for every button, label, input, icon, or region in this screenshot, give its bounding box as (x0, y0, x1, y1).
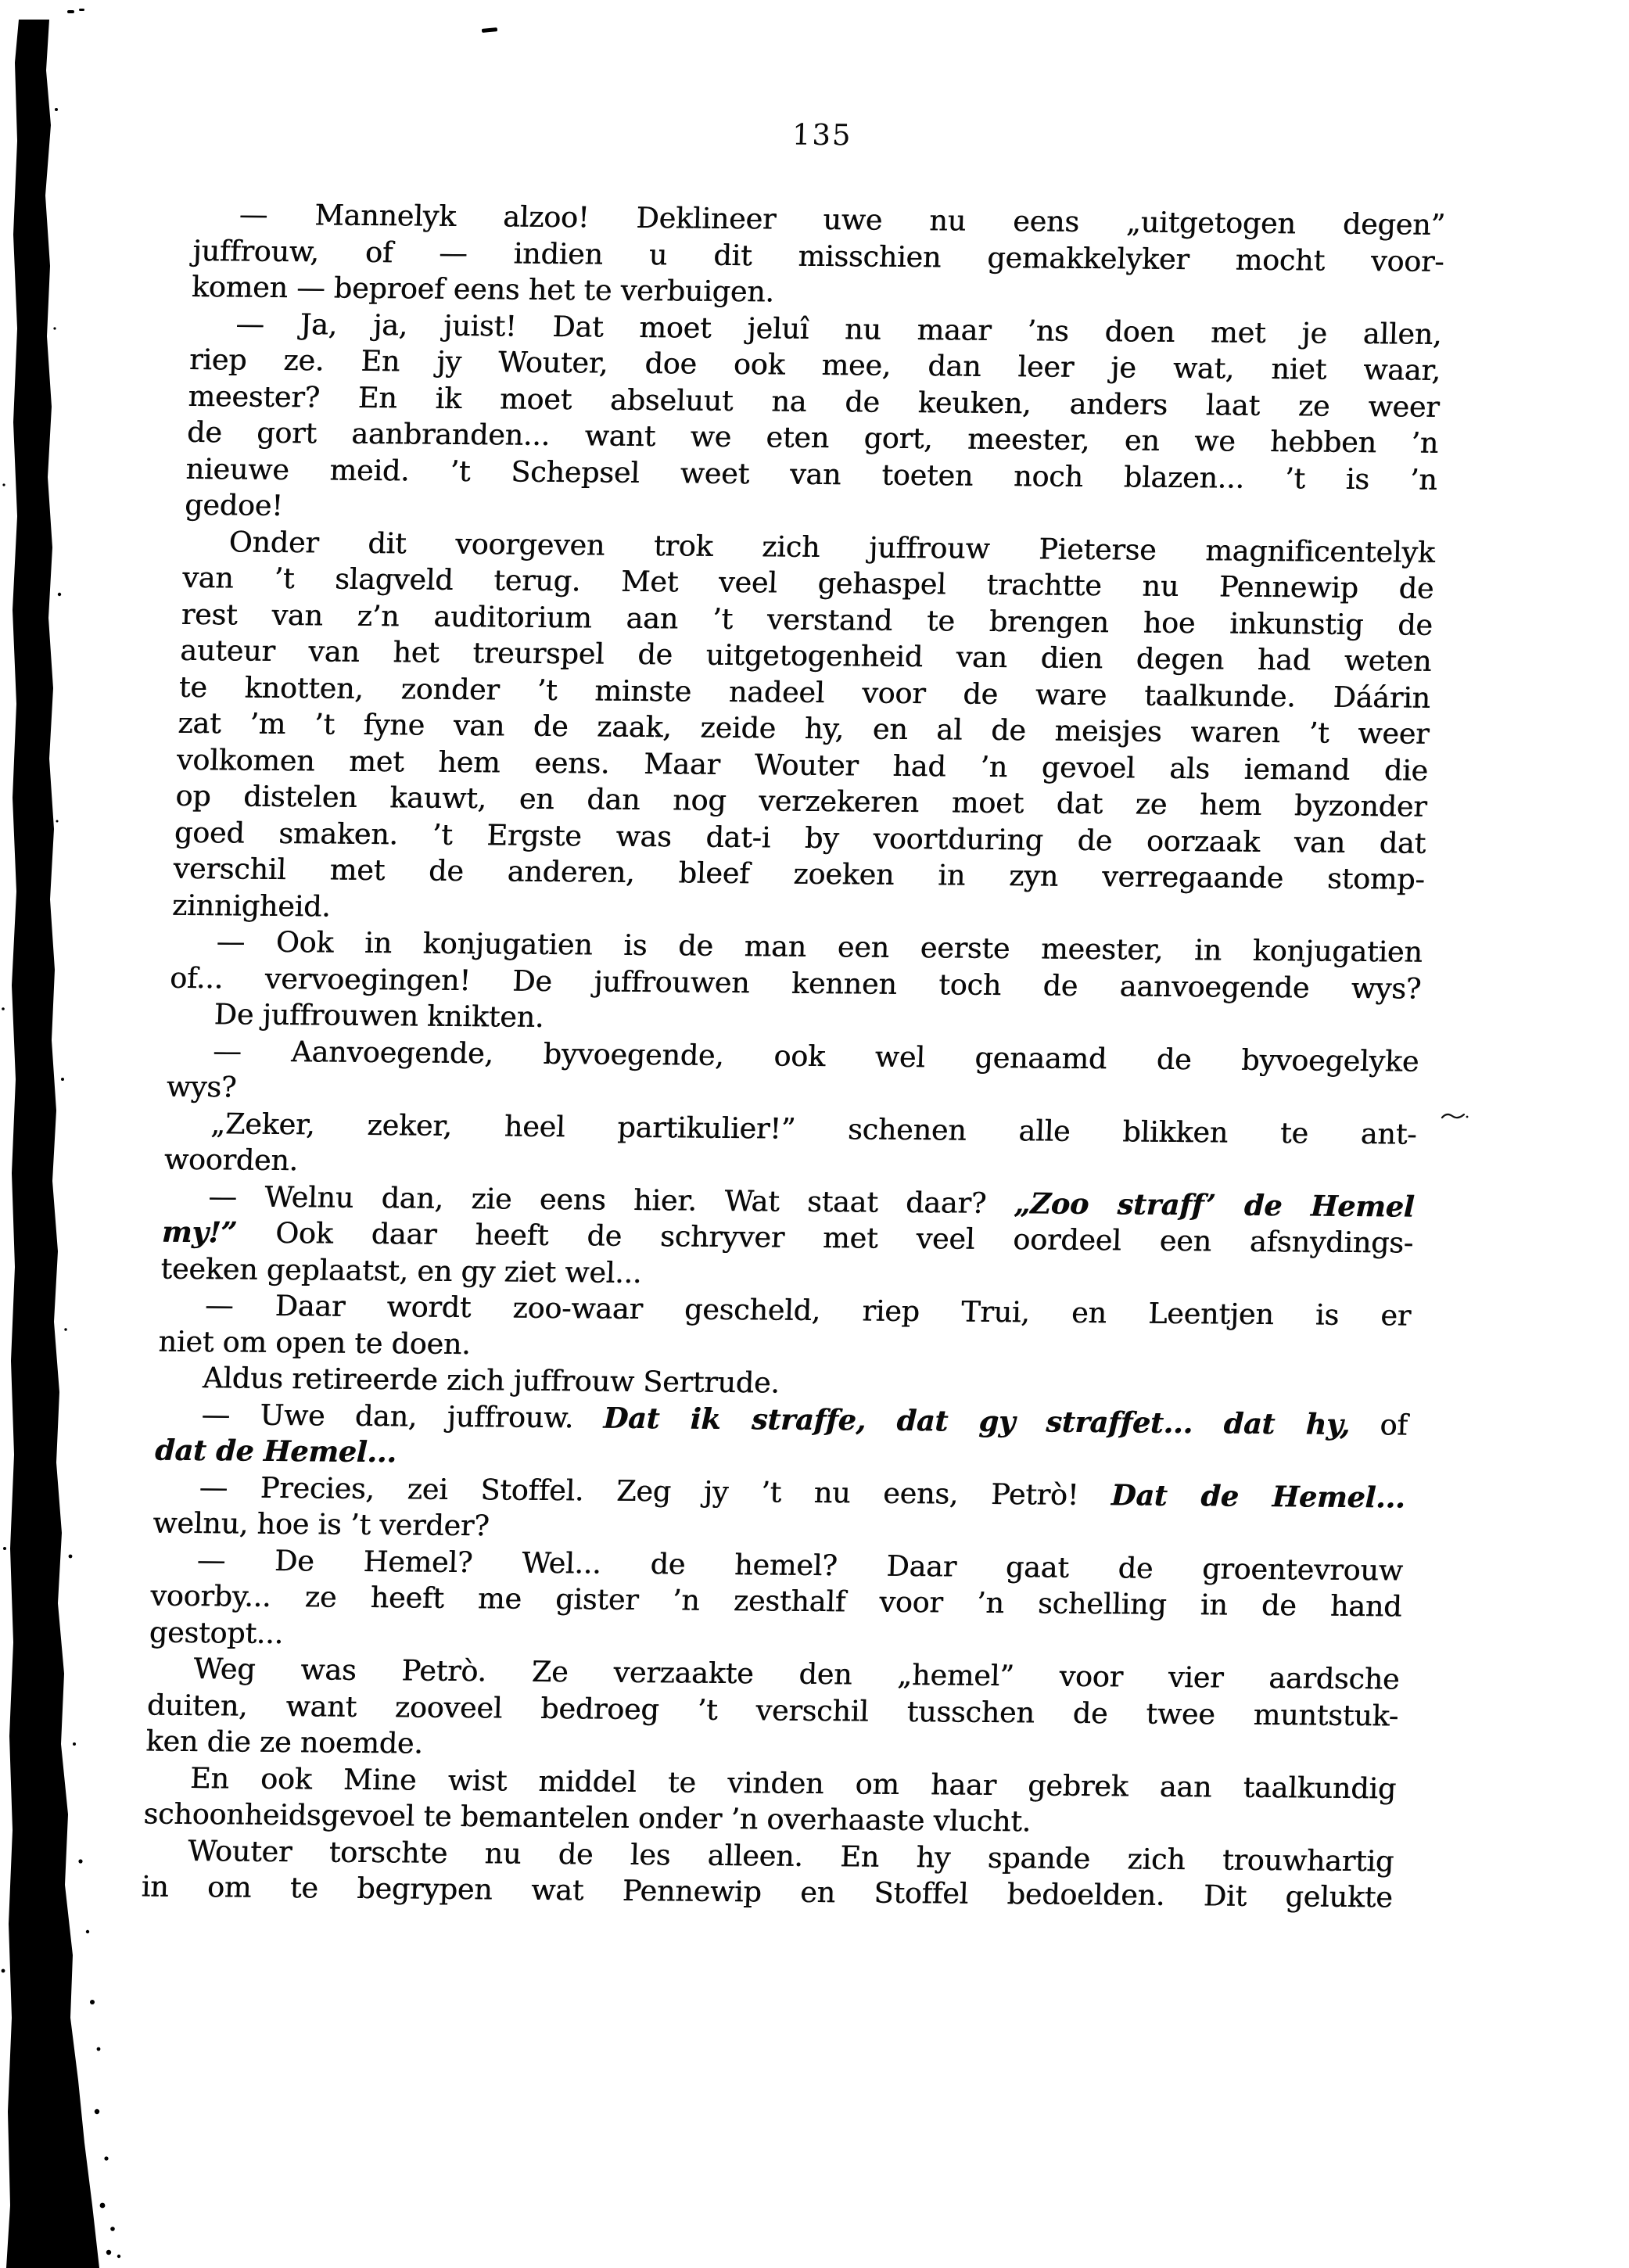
text-run: — De Hemel? Wel... de hemel? Daar gaat de groentevrouw (196, 1542, 1404, 1588)
emphasis-text: „Zoo straff’ de Hemel (1013, 1186, 1416, 1224)
text-run: woorden. (163, 1142, 299, 1178)
text-run: voorby... ze heeft me gister ’n zesthalf voor ’n schelling in de hand (149, 1578, 1403, 1624)
text-run: „Zeker, zeker, heel partikulier!” schenen alle blikken te ant- (210, 1106, 1418, 1151)
text-run: volkomen met hem eens. Maar Wouter had ’n gevoel als iemand die (176, 742, 1429, 788)
ink-speck (79, 9, 84, 11)
text-run: rest van z’n auditorium aan ’t verstand te brengen hoe inkunstig de (181, 597, 1433, 642)
emphasis-text: Dat de Hemel... (1111, 1477, 1406, 1515)
text-run: de gort aanbranden... want we eten gort, meester, en we hebben ’n (186, 414, 1439, 460)
text-run: duiten, want zooveel bedroeg ’t verschil tusschen de twee muntstuk- (146, 1688, 1399, 1732)
text-run: — Mannelyk alzoo! Deklineer uwe nu eens „uitgetogen degen” (239, 197, 1446, 242)
text-run: riep ze. En jy Wouter, doe ook mee, dan leer je wat, niet waar, (188, 342, 1441, 387)
emphasis-text: dat de Hemel... (154, 1433, 397, 1470)
text-run: — Ook in konjugatien is de man een eerste meester, in konjugatien (216, 924, 1423, 969)
text-run: — Welnu dan, zie eens hier. Wat staat daar? (207, 1179, 1015, 1220)
text-run: goed smaken. ’t Ergste was dat-i by voortduring de oorzaak van dat (174, 815, 1426, 860)
body-text (141, 196, 1446, 1916)
text-run: op distelen kauwt, en dan nog verzekeren moet dat ze hem byzonder (174, 778, 1428, 824)
text-run: Weg was Petrò. Ze verzaakte den „hemel” voor vier aardsche (192, 1652, 1401, 1696)
text-run: van ’t slagveld terug. Met veel gehaspel trachtte nu Pennewip de (181, 560, 1434, 605)
text-run: Wouter torschte nu de les alleen. En hy spande zich trouwhartig (187, 1833, 1394, 1878)
text-run: — Uwe dan, juffrouw. (201, 1397, 605, 1435)
text-run: ken die ze noemde. (145, 1724, 424, 1760)
text-run: En ook Mine wist middel te vinden om haar gebrek aan taalkundig (189, 1760, 1397, 1805)
text-run: — Precies, zei Stoffel. Zeg jy ’t nu eens, Petrò! (199, 1470, 1112, 1512)
text-run: — Ja, ja, juist! Dat moet jeluî nu maar ’ns doen met je allen, (235, 306, 1443, 351)
text-run: Ook daar heeft de schryver met veel oordeel een afsnydings- (236, 1215, 1414, 1260)
page-number: 135 (791, 117, 853, 153)
text-run: teeken geplaatst, en gy ziet wel... (160, 1251, 643, 1290)
text-run: te knotten, zonder ’t minste nadeel voor de ware taalkunde. Dáárin (178, 669, 1431, 715)
text-run: meester? En ik moet abseluut na de keuken, anders laat ze weer (187, 379, 1441, 424)
text-run: Aldus retireerde zich juffrouw Sertrude. (202, 1361, 780, 1400)
ink-speck (67, 10, 74, 13)
text-run: in om te begrypen wat Pennewip en Stoffel bedoelden. Dit gelukte (141, 1869, 1394, 1915)
text-run: verschil met de anderen, bleef zoeken in zyn verregaande stomp- (172, 851, 1426, 896)
emphasis-text: Dat ik straffe, dat gy straffet... dat hy, (603, 1401, 1351, 1441)
text-run: wys? (166, 1069, 237, 1104)
text-run: Onder dit voorgeven trok zich juffrouw Pieterse magnificentelyk (228, 524, 1436, 569)
text-run: zinnigheid. (171, 888, 332, 924)
ink-squiggle (1441, 1109, 1473, 1123)
text-run: gedoe! (184, 487, 284, 522)
text-run: gestopt... (149, 1615, 284, 1650)
text-run: auteur van het treurspel de uitgetogenheid van dien degen had weten (179, 633, 1433, 678)
ink-speck (482, 27, 497, 33)
text-run: — Daar wordt zoo-waar gescheld, riep Trui, en Leentjen is er (204, 1288, 1412, 1333)
text-run: of (1349, 1407, 1408, 1442)
text-run: juffrouw, of — indien u dit misschien gemakkelyker mocht voor- (192, 233, 1445, 278)
text-run: schoonheidsgevoel te bemantelen onder ’n overhaaste vlucht. (142, 1796, 1032, 1839)
text-run: — Aanvoegende, byvoegende, ook wel genaamd de byvoegelyke (212, 1033, 1419, 1078)
text-run: De juffrouwen knikten. (213, 997, 545, 1034)
text-run: of... vervoegingen! De juffrouwen kennen toch de aanvoegende wys? (169, 960, 1422, 1006)
text-run: niet om open te doen. (157, 1324, 472, 1361)
text-run: nieuwe meid. ’t Schepsel weet van toeten noch blazen... ’t is ’n (185, 451, 1438, 497)
text-run: komen — beproef eens het te verbuigen. (191, 269, 775, 309)
page-content (141, 112, 1448, 1916)
text-run: welnu, hoe is ’t verder? (152, 1505, 490, 1543)
text-run: zat ’m ’t fyne van de zaak, zeide hy, en al de meisjes waren ’t weer (177, 705, 1430, 751)
emphasis-text: my!” (161, 1215, 238, 1250)
scan-binding-shadow (0, 0, 133, 2268)
